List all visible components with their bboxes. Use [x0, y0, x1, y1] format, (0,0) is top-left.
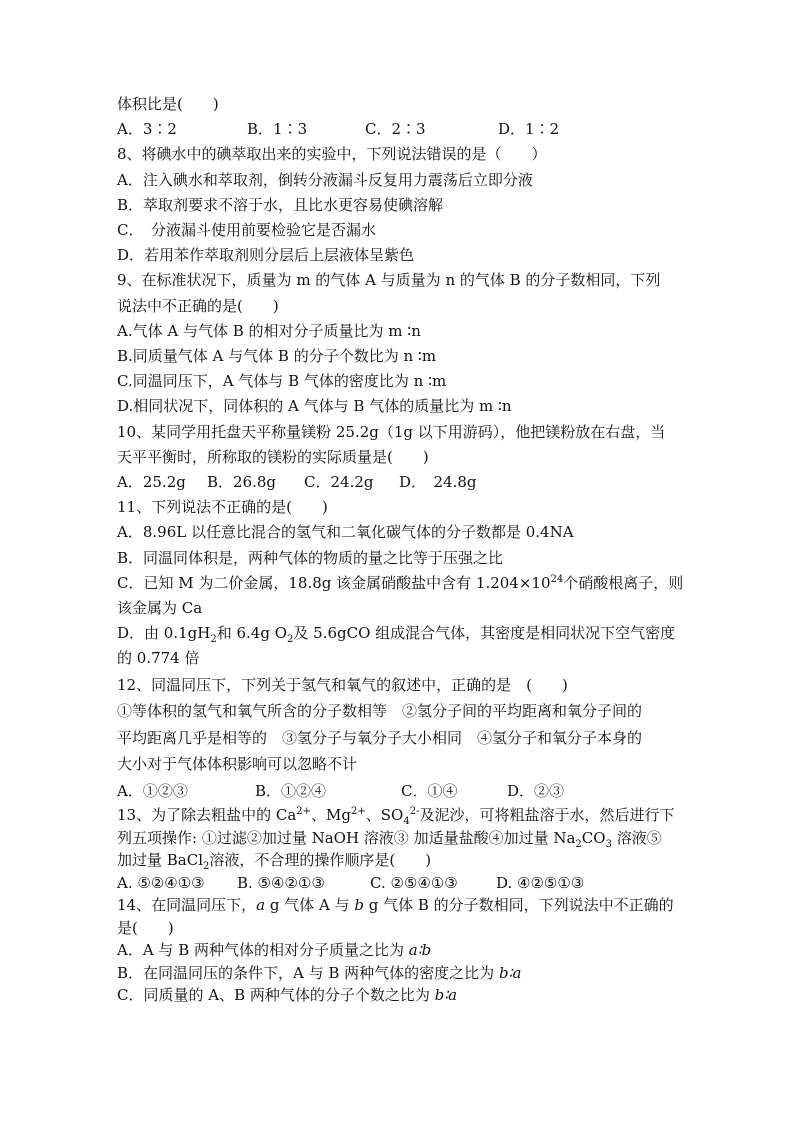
q8-option-a: A．注入碘水和萃取剂，倒转分液漏斗反复用力震荡后立即分液	[117, 170, 533, 189]
q9-option-a: A.气体 A 与气体 B 的相对分子质量比为 m ∶n	[117, 321, 421, 340]
q13-option-d: D. ④②⑤①③	[496, 873, 585, 892]
q11-d-text-2: 和 6.4g O	[216, 624, 288, 643]
q13-stem-line2	[117, 827, 687, 850]
q13-l3-text: 加过量 BaCl	[117, 851, 204, 870]
q11-option-c-line2: 该金属为 Ca	[117, 599, 203, 618]
q11-c-text-end: 个硝酸根离子，则	[563, 573, 684, 592]
q12-options	[117, 778, 687, 805]
q7-option-a: A．3∶2	[117, 120, 177, 139]
q11-c-exponent: 24	[550, 573, 564, 585]
q10-options	[117, 470, 687, 495]
q13-charge-so4: 2-	[409, 806, 420, 818]
q12-statement-line3: 大小对于气体体积影响可以忽略不计	[117, 755, 358, 774]
q13-sub-so4: 4	[403, 816, 410, 828]
q7-continuation: 体积比是( )	[117, 95, 219, 113]
q12-option-c: C．①④	[401, 781, 458, 800]
q14-text-1: 14、在同温同压下，	[117, 896, 257, 915]
q11-d-sub1: 2	[210, 634, 217, 646]
q13-text-2: 、Mg	[311, 806, 351, 825]
q10-stem-line2: 天平平衡时，所称取的镁粉的实际质量是( )	[117, 447, 429, 466]
q14-option-c	[117, 984, 687, 1007]
q14-option-b	[117, 962, 687, 985]
q13-text-3: 、SO	[365, 806, 404, 825]
q14-text-3: g 气体 B 的分子数相同，下列说法中不正确的	[363, 896, 674, 915]
q7-options	[117, 117, 687, 142]
q14-option-a	[117, 939, 687, 962]
q11-d-text: D．由 0.1gH	[117, 624, 211, 643]
q7-option-c: C．2∶3	[365, 120, 426, 139]
q11-c-text: C．已知 M 为二价金属，18.8g 该金属硝酸盐中含有 1.204×10	[117, 573, 551, 592]
q9-option-b: B.同质量气体 A 与气体 B 的分子个数比为 n ∶m	[117, 347, 437, 366]
q14-c-text: C．同质量的 A、B 两种气体的分子个数之比为	[117, 986, 435, 1005]
q13-l2-text: 列五项操作: ①过滤②加过量 NaOH 溶液③ 加适量盐酸④加过量 Na	[117, 828, 576, 847]
q14-var-a: a	[256, 896, 266, 915]
q14-text-2: g 气体 A 与	[265, 896, 355, 915]
q13-l2-sub1: 2	[575, 838, 582, 850]
q13-charge-mg: 2+	[351, 806, 366, 818]
q10-option-b: B．26.8g	[207, 473, 277, 492]
q13-text-1: 13、为了除去粗盐中的 Ca	[117, 806, 297, 825]
q11-option-c	[117, 571, 687, 596]
q14-stem-line1	[117, 894, 687, 917]
q14-b-ratio: b∶a	[498, 963, 522, 982]
q14-stem-line2: 是( )	[117, 918, 174, 937]
q14-c-ratio: b∶a	[434, 986, 458, 1005]
q13-option-a: A. ⑤②④①③	[117, 873, 205, 892]
q10-option-c: C．24.2g	[304, 473, 374, 492]
q14-b-text: B．在同温同压的条件下，A 与 B 两种气体的密度之比为	[117, 963, 499, 982]
q8-option-c: C． 分液漏斗使用前要检验它是否漏水	[117, 221, 376, 240]
q13-l2-sub2: 3	[605, 838, 612, 850]
q13-option-c: C. ②⑤④①③	[370, 873, 458, 892]
q13-l2-text-2: CO	[581, 828, 606, 847]
q8-option-d: D．若用苯作萃取剂则分层后上层液体呈紫色	[117, 246, 415, 265]
q13-l3-sub: 2	[203, 861, 210, 873]
q8-option-b: B．萃取剂要求不溶于水，且比水更容易使碘溶解	[117, 195, 444, 214]
q10-stem-line1: 10、某同学用托盘天平称量镁粉 25.2g（1g 以下用游码），他把镁粉放在右盘，当	[117, 422, 666, 441]
q12-option-b: B．①②④	[255, 781, 327, 800]
q8-stem: 8、将碘水中的碘萃取出来的实验中，下列说法错误的是（ ）	[117, 145, 547, 164]
q9-stem-line1: 9、在标准状况下，质量为 m 的气体 A 与质量为 n 的气体 B 的分子数相同，下列	[117, 271, 661, 290]
q11-stem: 11、下列说法不正确的是( )	[117, 498, 328, 517]
exam-page	[117, 92, 687, 1007]
q13-text-4: 及泥沙，可将粗盐溶于水，然后进行下	[419, 806, 675, 825]
q12-statement-line2: 平均距离几乎是相等的 ③氢分子与氧分子大小相同 ④氢分子和氧分子本身的	[117, 728, 643, 747]
q11-option-a: A．8.96L 以任意比混合的氢气和二氧化碳气体的分子数都是 0.4NA	[117, 523, 574, 542]
q11-d-sub2: 2	[287, 634, 294, 646]
q10-option-a: A．25.2g	[117, 473, 186, 492]
q13-stem-line1	[117, 804, 687, 827]
q12-stem: 12、同温同压下，下列关于氢气和氧气的叙述中，正确的是 ( )	[117, 675, 568, 694]
q11-d-text-3: 及 5.6gCO 组成混合气体，其密度是相同状况下空气密度	[293, 624, 676, 643]
q7-option-d: D．1∶2	[498, 120, 560, 139]
q9-option-c: C.同温同压下，A 气体与 B 气体的密度比为 n ∶m	[117, 372, 447, 391]
q11-option-b: B．同温同体积是，两种气体的物质的量之比等于压强之比	[117, 548, 504, 567]
q13-option-b: B. ⑤④②①③	[237, 873, 325, 892]
q11-option-d-line2: 的 0.774 倍	[117, 649, 200, 668]
q13-stem-line3	[117, 849, 687, 872]
q14-var-b: b	[354, 896, 364, 915]
q12-option-a: A．①②③	[117, 781, 188, 800]
q13-l3-text-2: 溶液，不合理的操作顺序是( )	[209, 851, 432, 870]
q10-option-d: D． 24.8g	[399, 473, 477, 492]
q14-a-ratio: a∶b	[408, 941, 432, 960]
q11-option-d	[117, 621, 687, 646]
q9-stem-line2: 说法中不正确的是( )	[117, 296, 279, 315]
q13-l2-text-3: 溶液⑤	[611, 828, 662, 847]
q12-statement-line1: ①等体积的氢气和氧气所含的分子数相等 ②氢分子间的平均距离和氧分子间的	[117, 702, 643, 721]
q9-option-d: D.相同状况下，同体积的 A 气体与 B 气体的质量比为 m ∶n	[117, 397, 512, 416]
q14-a-text: A．A 与 B 两种气体的相对分子质量之比为	[117, 941, 409, 960]
q7-option-b: B．1∶3	[247, 120, 308, 139]
q13-options	[117, 872, 687, 895]
q13-charge-ca: 2+	[296, 806, 312, 818]
q12-option-d: D．②③	[507, 781, 565, 800]
